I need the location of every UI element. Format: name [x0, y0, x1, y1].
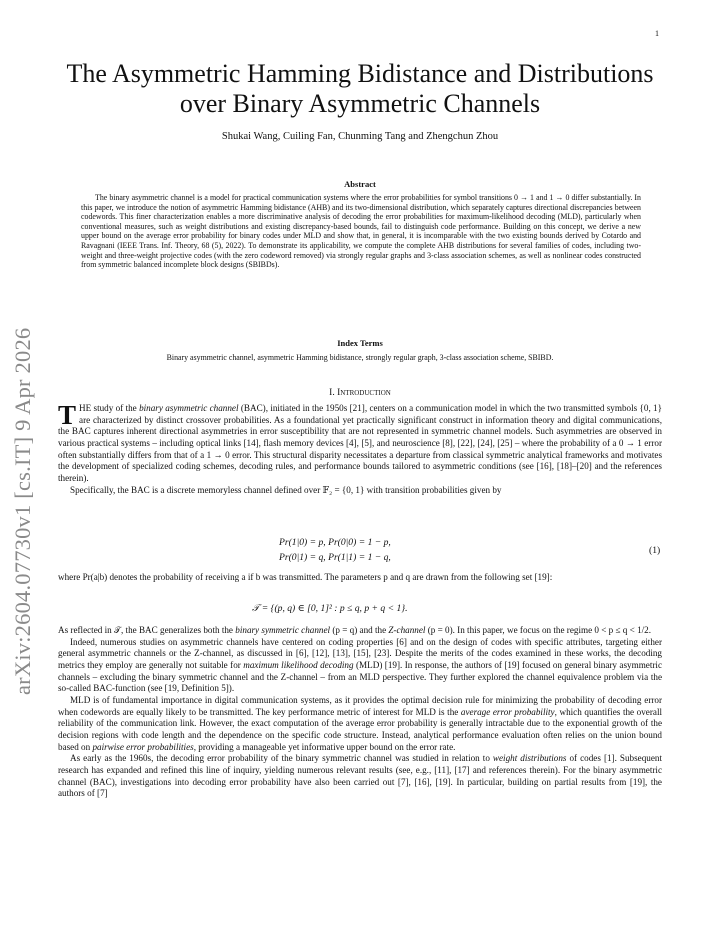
text-run: (p = q) and the [330, 625, 389, 635]
equation-1-line-1: Pr(1|0) = p, Pr(0|0) = 1 − p, [279, 537, 391, 548]
text-run: (p = 0). In this paper, we focus on the regime 0 < p ≤ q < 1/2. [425, 625, 652, 635]
intro-block-1 [58, 400, 663, 496]
text-run: As early as the 1960s, the decoding error probability of the binary symmetric channel was studied in relation to [70, 753, 493, 764]
text-run: (MLD) [19]. In response, the authors of [19] focused on general binary asymmetric channels – excluding the binary symmetric channel and the Z-channel – from an MLD perspective. They further explored the channel equivalence problem via the so-called BAC-function (see [19, Definition 5]). [58, 659, 662, 694]
index-terms: Binary asymmetric channel, asymmetric Hamming bidistance, strongly regular graph, 3-class association scheme, SBIBD. [166, 353, 554, 362]
equation-set-t: 𝒯 = {(p, q) ∈ [0, 1]² : p ≤ q, p + q < 1}. [252, 603, 408, 614]
intro-paragraph-3: where Pr(a|b) denotes the probability of receiving a if b was transmitted. The parameters p and q are drawn from the following set [19]: [58, 572, 553, 582]
text-run: HE study of the [79, 403, 140, 413]
emphasis-text: Z-channel [388, 625, 426, 635]
intro-paragraph-2: Specifically, the BAC is a discrete memoryless channel defined over 𝔽₂ = {0, 1} with transition probabilities given by [70, 484, 502, 495]
equation-1-number: (1) [649, 545, 661, 556]
text-run: , providing a manageable yet informative upper bound on the error rate. [193, 741, 456, 752]
text-run: MLD is of fundamental importance in digital communication systems, as it provides the optimal decision rule for minimizing the probability of decoding error when codewords are equally likely to be transmitted. The key performance metric of interest for MLD is the [58, 694, 662, 717]
equation-1-line-2: Pr(0|1) = q, Pr(1|1) = 1 − q, [279, 552, 391, 563]
abstract-heading: Abstract [344, 179, 376, 189]
emphasis-text: binary asymmetric channel [139, 403, 239, 413]
emphasis-text: weight distributions [492, 753, 567, 764]
author-list: Shukai Wang, Cuiling Fan, Chunming Tang and Zhengchun Zhou [221, 131, 499, 142]
emphasis-text: pairwise error probabilities [92, 741, 194, 752]
intro-paragraph-1 [58, 400, 663, 485]
abstract-body: The binary asymmetric channel is a model for practical communication systems where the error probabilities for symbol transitions 0 → 1 and 1 → 0 differ substantially. In this paper, we introduce the notion of asymmetric Hamming bidistance (AHB) and its two-dimensional distribution, which separately captures directional discrepancies between codewords. This finer characterization enables a more discriminative analysis of decoding the error probabilities for maximum-likelihood decoding (MLD), particularly when conventional measures, such as weight distributions and existing discrepancy-based bounds, fail to distinguish code performance. Building on this concept, we derive a new upper bound on the average error probability for binary codes under MLD and show that, in general, it is incomparable with the two existing bounds derived by Cotardo and Ravagnani (IEEE Trans. Inf. Theory, 68 (5), 2022). To demonstrate its applicability, we compute the complete AHB distributions for several families of codes, including two-weight and three-weight projective codes (with the zero codeword removed) via strongly regular graphs and 3-class association schemes, as well as nonlinear codes constructed from symmetric balanced incomplete block designs (SBIBDs). [81, 193, 641, 270]
section-heading: I. Introduction [329, 388, 391, 398]
intro-paragraph-4 [58, 625, 662, 637]
drop-cap: T [58, 400, 77, 430]
text-run: Indeed, numerous studies on asymmetric channels have centered on coding properties [6] and on the design of codes with specific attributes, targeting either general asymmetric channels or the Z-channel, as discussed in [6], [12], [13], [15], [23]. Despite the merits of the codes examined in these works, the decoding metrics they employ are generally not suitable for [58, 636, 662, 670]
text-run: of codes [1]. Subsequent research has expanded and refined this line of inquiry, yielding numerous relevant results (see, e.g., [11], [17] and references therein). For the binary asymmetric channel (BAC), investigations into decoding error probability have also been carried out [7], [16], [19]. In particular, building on partial results from [19], the authors of [7] [58, 753, 662, 799]
arxiv-stamp: arXiv:2604.07730v1 [cs.IT] 9 Apr 2026 [10, 327, 35, 695]
intro-paragraph-7 [58, 753, 662, 800]
intro-paragraph-6 [58, 695, 662, 753]
paper-title: The Asymmetric Hamming Bidistance and Distributions over Binary Asymmetric Channels [66, 59, 654, 118]
emphasis-text: maximum likelihood decoding [243, 659, 354, 670]
emphasis-text: average error probability [460, 706, 555, 717]
text-run: As reflected in 𝒯, the BAC generalizes both the [58, 625, 236, 635]
intro-block-3 [58, 625, 662, 800]
index-terms-heading: Index Terms [337, 338, 383, 348]
text-run: (BAC), initiated in the 1950s [21], centers on a communication model in which the two transmitted symbols {0, 1} are characterized by distinct crossover probabilities. As a foundational yet practically significant construct in information theory and digital communications, the BAC captures inherent directional asymmetries in error susceptibility that are not represented in symmetric channel models. Such asymmetries are observed in various practical systems – including optical links [14], flash memory devices [4], [5], and neuroscience [8], [22], [24], [25] – where the probability of a 0 → 1 error often substantially differs from that of a 1 → 0 error. This structural disparity necessitates a departure from classical symmetric analytical frameworks and motivates the development of specialized coding schemes, decoding rules, and performance bounds tailored to asymmetric conditions (see [16], [18]–[20] and the references therein). [58, 403, 663, 483]
intro-block-2 [58, 572, 662, 584]
text-run: , which quantifies the overall reliability of the communication link. However, the exact computation of the average error probability is generally intractable due to the exponential growth of the decision regions with code length and the dependence on the specific code structure. Instead, analytical performance evaluation often relies on the union bound based on [58, 706, 663, 752]
emphasis-text: binary symmetric channel [235, 625, 331, 635]
page-number: 1 [655, 29, 659, 38]
intro-paragraph-5 [58, 637, 662, 695]
